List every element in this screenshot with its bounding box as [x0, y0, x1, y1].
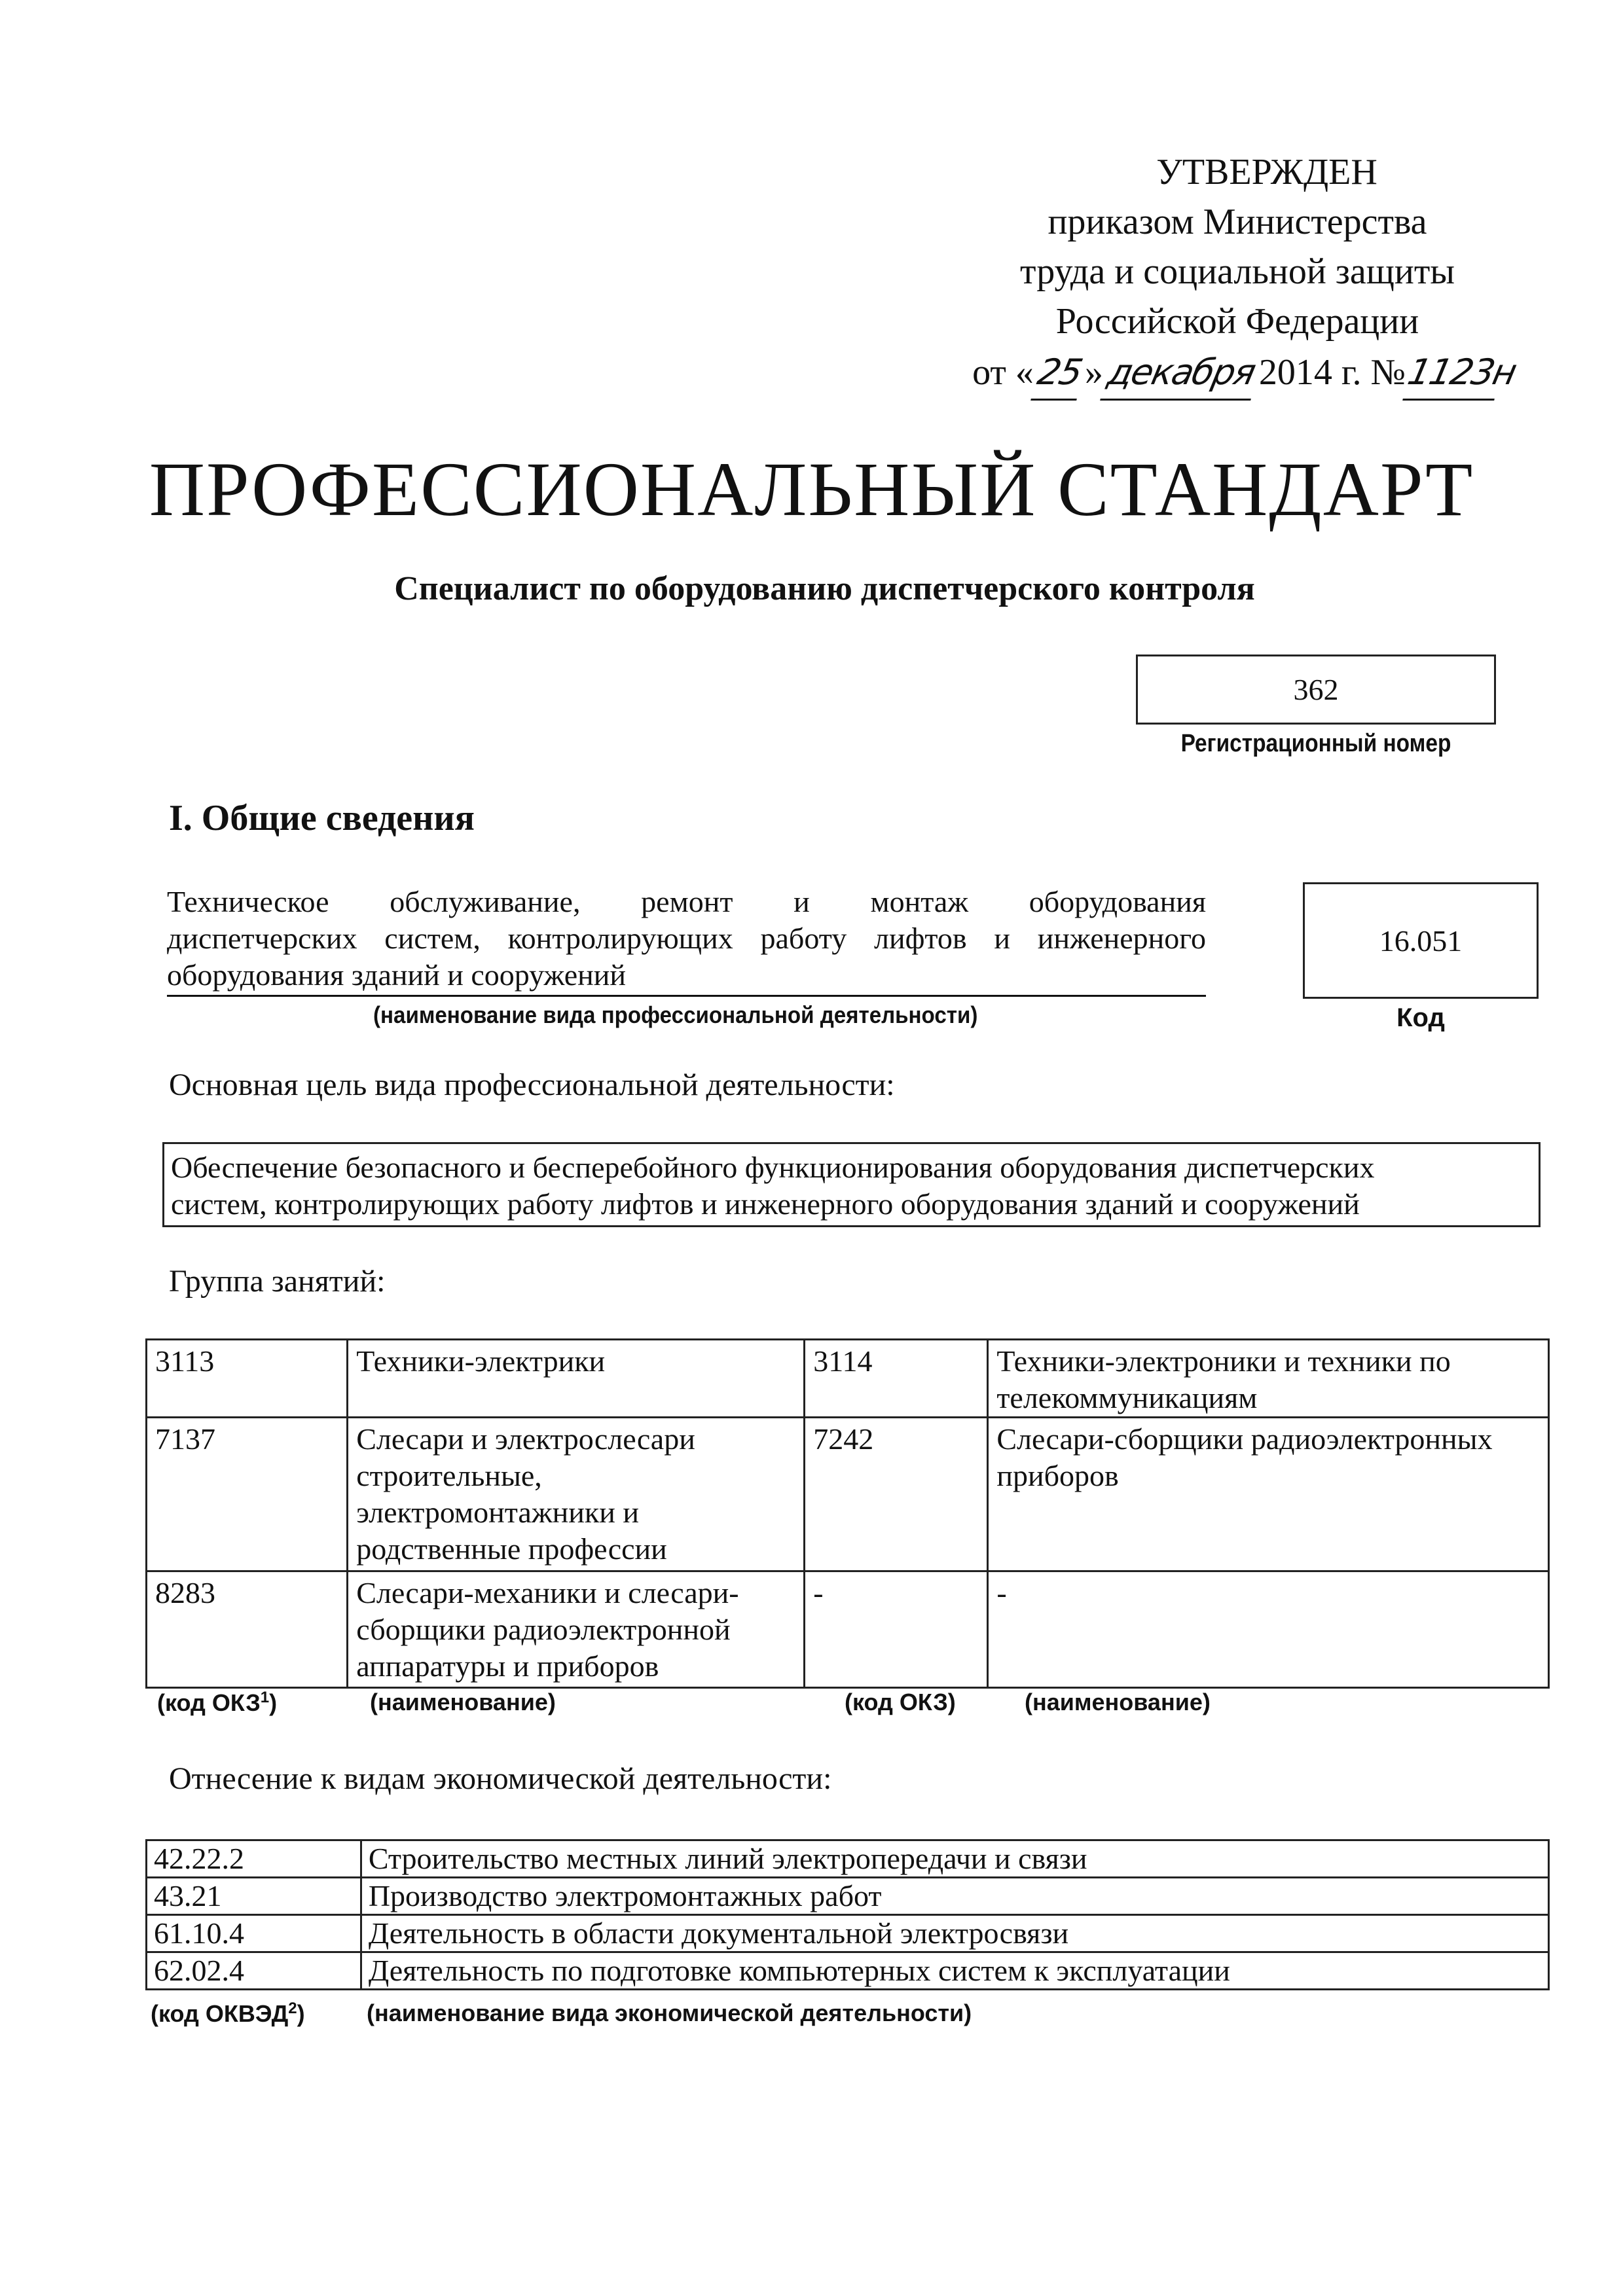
goal-line: систем, контролирующих работу лифтов и инженерного оборудования зданий и сооружений	[171, 1187, 1360, 1221]
okz-code-cell: 3114	[805, 1340, 988, 1418]
okz-code-caption: (код ОКЗ$^1$)	[157, 1689, 278, 1716]
approval-block	[917, 147, 1558, 401]
activity-code: 16.051	[1379, 924, 1463, 958]
occupation-table	[145, 1338, 1550, 1689]
activity-caption: (наименование вида профессиональной деятельности)	[373, 1001, 978, 1028]
economic-activity-caption: (наименование вида экономической деятельности)	[367, 2000, 972, 2026]
order-number-handwritten: 1123н	[1402, 346, 1506, 401]
registration-number: 362	[1293, 673, 1339, 706]
occupation-name-caption: (наименование)	[1025, 1689, 1211, 1715]
occupation-name-cell: Слесари-сборщики радиоэлектронных приборов	[988, 1418, 1549, 1571]
occupation-name-cell: Слесари и электрослесари строительные, электромонтажники и родственные профессии	[348, 1418, 805, 1571]
activity-code-label: Код	[1396, 1003, 1445, 1032]
goal-line: Обеспечение безопасного и бесперебойного функционирования оборудования диспетчерских	[171, 1151, 1375, 1184]
okz-code-cell: -	[805, 1571, 988, 1688]
activity-name	[167, 884, 1206, 994]
occupation-name-cell: Техники-электроники и техники по телекоммуникациям	[988, 1340, 1549, 1418]
footnote-marker: 2	[288, 2000, 297, 2017]
okz-code-cell: 7137	[147, 1418, 348, 1571]
economic-activity-table	[145, 1839, 1550, 1990]
occupation-name-cell: -	[988, 1571, 1549, 1688]
okved-code-cell: 43.21	[147, 1878, 361, 1915]
okved-code-cell: 42.22.2	[147, 1840, 361, 1878]
economic-activity-name-cell: Деятельность по подготовке компьютерных систем к эксплуатации	[361, 1952, 1548, 1990]
table-row	[147, 1340, 1549, 1418]
occupation-name-caption: (наименование)	[370, 1689, 556, 1715]
okz-code-cell: 8283	[147, 1571, 348, 1688]
occupation-name-cell: Техники-электрики	[348, 1340, 805, 1418]
document-subtitle: Специалист по оборудованию диспетчерского контроля	[394, 570, 1255, 607]
okz-code-cell: 3113	[147, 1340, 348, 1418]
footnote-marker: 1	[260, 1689, 270, 1706]
goal-label: Основная цель вида профессиональной деятельности:	[169, 1067, 895, 1102]
table-row	[147, 1418, 1549, 1571]
okved-code-caption: (код ОКВЭД$^2$)	[151, 2000, 305, 2027]
table-row	[147, 1571, 1549, 1688]
document-title: ПРОФЕССИОНАЛЬНЫЙ СТАНДАРТ	[149, 446, 1474, 532]
table-row	[147, 1952, 1549, 1990]
economic-activity-name-cell: Производство электромонтажных работ	[361, 1878, 1548, 1915]
activity-line: диспетчерских систем, контролирующих работу лифтов и инженерного	[167, 922, 1206, 955]
economic-activity-label: Отнесение к видам экономической деятельности:	[169, 1761, 832, 1796]
okved-code-cell: 61.10.4	[147, 1915, 361, 1952]
order-line	[917, 346, 1558, 401]
activity-code-box	[1303, 882, 1539, 999]
activity-line: Техническое обслуживание, ремонт и монтаж оборудования	[167, 885, 1206, 918]
registration-label: Регистрационный номер	[1180, 730, 1451, 757]
approval-line: приказом Министерства	[1048, 202, 1427, 242]
order-month-handwritten: декабря	[1100, 346, 1262, 401]
approval-line: труда и социальной защиты	[1020, 251, 1455, 292]
table-row	[147, 1840, 1549, 1878]
economic-activity-name-cell: Деятельность в области документальной электросвязи	[361, 1915, 1548, 1952]
order-day-handwritten: 25	[1030, 346, 1088, 401]
occupation-name-cell: Слесари-механики и слесари-сборщики радиоэлектронной аппаратуры и приборов	[348, 1571, 805, 1688]
section-title: I. Общие сведения	[169, 798, 475, 838]
order-quote: »	[1084, 352, 1103, 393]
okz-code-cell: 7242	[805, 1418, 988, 1571]
okved-code-cell: 62.02.4	[147, 1952, 361, 1990]
okz-code-caption: (код ОКЗ)	[845, 1689, 956, 1715]
economic-activity-name-cell: Строительство местных линий электропередачи и связи	[361, 1840, 1548, 1878]
approval-line: Российской Федерации	[1055, 301, 1419, 342]
occupation-group-label: Группа занятий:	[169, 1264, 386, 1299]
approval-title: УТВЕРЖДЕН	[1156, 152, 1377, 192]
table-row	[147, 1915, 1549, 1952]
order-year: 2014 г. №	[1258, 352, 1406, 393]
activity-line: оборудования зданий и сооружений	[167, 958, 627, 992]
table-row	[147, 1878, 1549, 1915]
activity-underline	[167, 995, 1206, 997]
goal-box	[162, 1142, 1541, 1227]
registration-number-box	[1136, 655, 1496, 725]
order-prefix: от «	[972, 352, 1034, 393]
